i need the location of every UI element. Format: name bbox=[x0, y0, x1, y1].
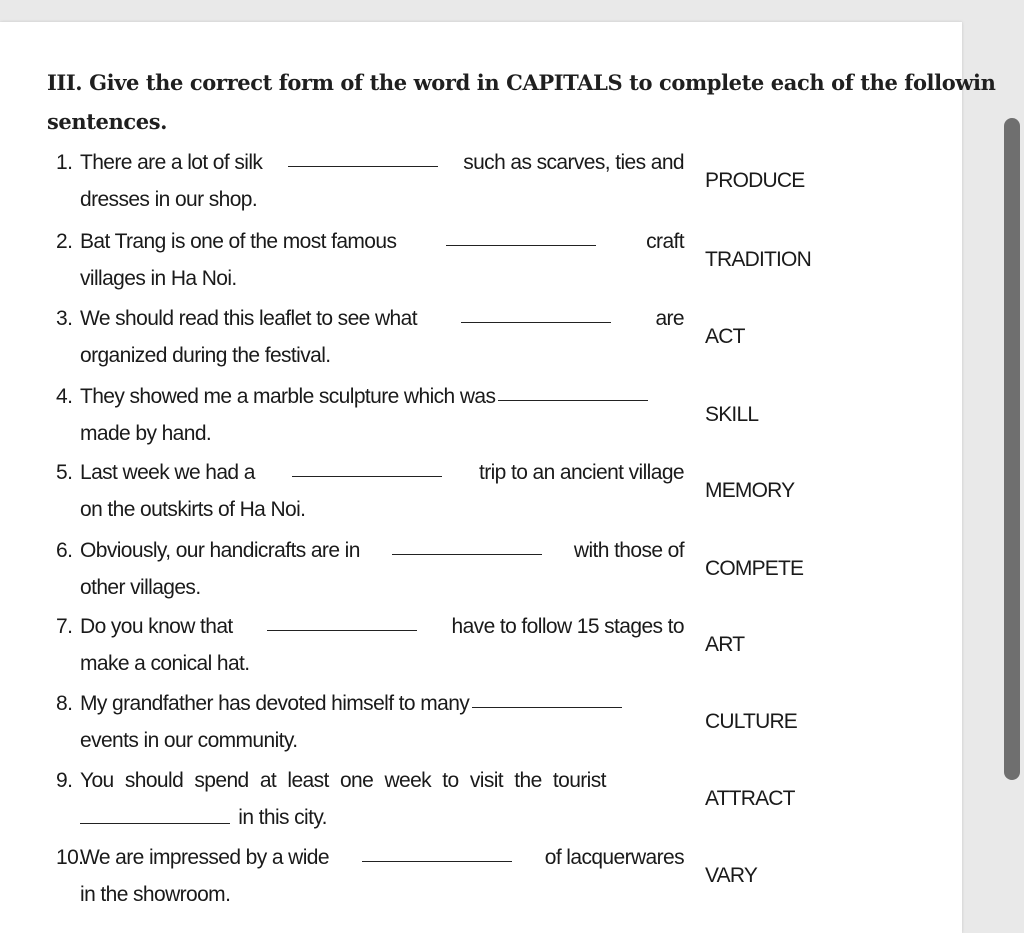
item-text-after: trip to an ancient village bbox=[478, 461, 684, 484]
capital-word: ATTRACT bbox=[705, 787, 795, 810]
item-number: 8. bbox=[56, 692, 73, 715]
exercise-item-8 bbox=[56, 685, 836, 763]
item-text-before: They showed me a marble sculpture which was bbox=[80, 385, 496, 408]
item-text-before: You should spend at least one week to visit the tourist bbox=[80, 769, 606, 792]
exercise-item-9 bbox=[56, 762, 836, 840]
item-line-1 bbox=[80, 608, 684, 646]
exercise-item-10 bbox=[56, 839, 836, 917]
exercise-item-2 bbox=[56, 223, 836, 301]
answer-blank[interactable] bbox=[392, 532, 542, 555]
item-line-2: in the showroom. bbox=[80, 883, 231, 906]
capital-word: SKILL bbox=[705, 403, 759, 426]
capital-word: MEMORY bbox=[705, 479, 795, 502]
item-number: 6. bbox=[56, 539, 73, 562]
answer-blank[interactable] bbox=[288, 144, 438, 167]
exercise-item-5 bbox=[56, 454, 836, 532]
exercise-heading bbox=[47, 63, 996, 141]
answer-blank[interactable] bbox=[267, 608, 417, 631]
item-number: 4. bbox=[56, 385, 73, 408]
item-text-after: have to follow 15 stages to bbox=[451, 615, 684, 638]
item-number: 5. bbox=[56, 461, 73, 484]
item-text-before: My grandfather has devoted himself to many bbox=[80, 692, 470, 715]
item-text-before: We should read this leaflet to see what bbox=[80, 307, 417, 330]
answer-blank[interactable] bbox=[472, 685, 622, 708]
capital-word: VARY bbox=[705, 864, 758, 887]
item-text-after: with those of bbox=[573, 539, 684, 562]
item-line-2: organized during the festival. bbox=[80, 344, 331, 367]
item-line-1 bbox=[80, 454, 684, 492]
item-text-before: Bat Trang is one of the most famous bbox=[80, 230, 397, 253]
item-line-2 bbox=[80, 799, 327, 837]
capital-word: PRODUCE bbox=[705, 169, 805, 192]
answer-blank[interactable] bbox=[461, 300, 611, 323]
item-line-2: villages in Ha Noi. bbox=[80, 267, 237, 290]
item-text-after: such as scarves, ties and bbox=[463, 151, 684, 174]
item-line-1 bbox=[80, 223, 684, 261]
item-number: 9. bbox=[56, 769, 73, 792]
item-line-1 bbox=[80, 532, 684, 570]
item-line-1 bbox=[80, 378, 684, 416]
exercise-item-6 bbox=[56, 532, 836, 610]
item-number: 3. bbox=[56, 307, 73, 330]
exercise-item-3 bbox=[56, 300, 836, 378]
item-text-after: of lacquerwares bbox=[544, 846, 684, 869]
vertical-scrollbar[interactable] bbox=[1004, 118, 1020, 780]
item-text-after: craft bbox=[646, 230, 684, 253]
answer-blank[interactable] bbox=[292, 454, 442, 477]
capital-word: ACT bbox=[705, 325, 745, 348]
item-line-2: on the outskirts of Ha Noi. bbox=[80, 498, 306, 521]
item-text-before: We are impressed by a wide bbox=[80, 846, 329, 869]
item-number: 2. bbox=[56, 230, 73, 253]
item-line-1 bbox=[80, 144, 684, 182]
heading-line-1: III. Give the correct form of the word in CAPITALS to complete each of the followin bbox=[47, 70, 996, 95]
item-line-1 bbox=[80, 762, 684, 800]
item-number: 1. bbox=[56, 151, 73, 174]
item-text-before: Obviously, our handicrafts are in bbox=[80, 539, 360, 562]
item-line-1 bbox=[80, 300, 684, 338]
answer-blank[interactable] bbox=[498, 378, 648, 401]
item-line-1 bbox=[80, 685, 684, 723]
capital-word: CULTURE bbox=[705, 710, 798, 733]
item-number: 7. bbox=[56, 615, 73, 638]
item-text-before: Last week we had a bbox=[80, 461, 255, 484]
item-number: 10. bbox=[56, 846, 84, 869]
exercise-item-4 bbox=[56, 378, 836, 456]
exercise-item-1 bbox=[56, 144, 836, 222]
item-line-2: events in our community. bbox=[80, 729, 298, 752]
item-text-before: Do you know that bbox=[80, 615, 233, 638]
item-line-2: made by hand. bbox=[80, 422, 212, 445]
answer-blank[interactable] bbox=[80, 801, 230, 824]
item-text-after: are bbox=[655, 307, 684, 330]
capital-word: COMPETE bbox=[705, 557, 804, 580]
item-line-2: make a conical hat. bbox=[80, 652, 250, 675]
answer-blank[interactable] bbox=[446, 223, 596, 246]
item-line-2: other villages. bbox=[80, 576, 201, 599]
capital-word: TRADITION bbox=[705, 248, 811, 271]
item-text-after: in this city. bbox=[238, 806, 327, 829]
exercise-item-7 bbox=[56, 608, 836, 686]
capital-word: ART bbox=[705, 633, 745, 656]
heading-line-2: sentences. bbox=[47, 109, 168, 134]
item-text-before: There are a lot of silk bbox=[80, 151, 263, 174]
item-line-1 bbox=[80, 839, 684, 877]
item-line-2: dresses in our shop. bbox=[80, 188, 258, 211]
answer-blank[interactable] bbox=[362, 839, 512, 862]
